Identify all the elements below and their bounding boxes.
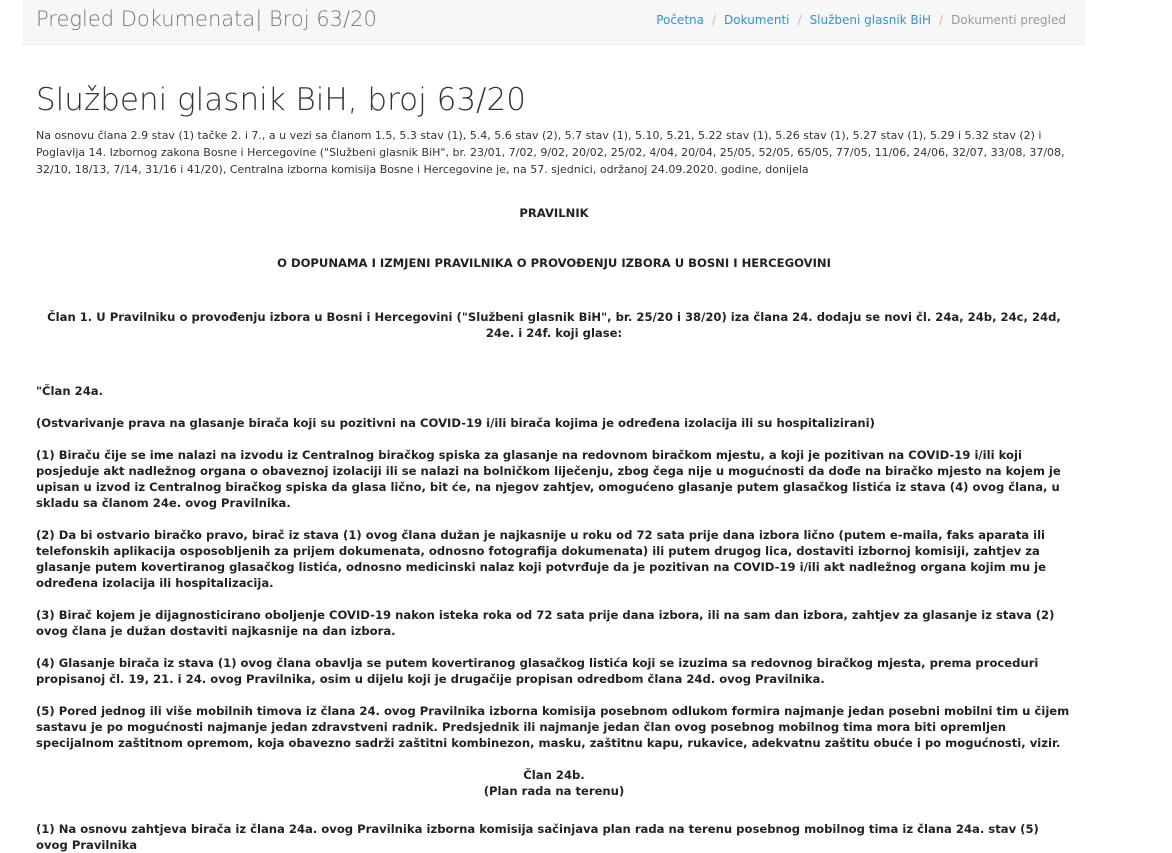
article-paragraph: (3) Birač kojem je dijagnosticirano oboljenje COVID-19 nakon isteka roka od 72 sata prije dana izbora, ili na sam dan izbora, zahtjev za glasanje iz stava (2) ovog člana je dužan dostaviti najkasnije na dan izbora. bbox=[36, 608, 1055, 638]
breadcrumb bbox=[656, 13, 1066, 27]
breadcrumb-current: Dokumenti pregled bbox=[951, 13, 1066, 27]
document-heading: PRAVILNIK bbox=[519, 206, 589, 220]
article-24b-subtitle: (Plan rada na terenu) bbox=[483, 784, 625, 798]
article-paragraph: (4) Glasanje birača iz stava (1) ovog člana obavlja se putem kovertiranog glasačkog listića koji se izuzima sa redovnog biračkog mjesta, prema proceduri propisanoj čl. 19, 21. i 24. ovog Pravilnika, osim u dijelu koji je drugačije propisan odredbom člana 24d. ovog Pravilnika. bbox=[36, 656, 1039, 686]
breadcrumb-dokumenti-link[interactable]: Dokumenti bbox=[724, 13, 790, 27]
breadcrumb-separator: / bbox=[939, 13, 944, 27]
article-24b-title: Član 24b. bbox=[523, 768, 585, 782]
document-title: Službeni glasnik BiH, broj 63/20 bbox=[36, 82, 526, 118]
top-header-bar bbox=[22, 0, 1085, 45]
breadcrumb-glasnik-link[interactable]: Službeni glasnik BiH bbox=[809, 13, 932, 27]
article-24a-title: "Član 24a. bbox=[36, 384, 103, 398]
breadcrumb-separator: / bbox=[797, 13, 802, 27]
document-subheading: O DOPUNAMA I IZMJENI PRAVILNIKA O PROVOĐENJU IZBORA U BOSNI I HERCEGOVINI bbox=[277, 256, 831, 270]
document-intro: Na osnovu člana 2.9 stav (1) tačke 2. i 7., a u vezi sa članom 1.5, 5.3 stav (1), 5.4, 5.6 stav (2), 5.7 stav (1), 5.10, 5.21, 5.22 stav (1), 5.26 stav (1), 5.27 stav (1), 5.29 i 5.32 stav (2) i Poglavlja 14. Izbornog zakona Bosne i Hercegovine ("Službeni glasnik BiH", br. 23/01, 7/02, 9/02, 20/02, 25/02, 4/04, 20/04, 25/05, 52/05, 65/05, 77/05, 11/06, 24/06, 32/07, 33/08, 37/08, 32/10, 18/13, 7/14, 31/16 i 41/20), Centralna izborna komisija Bosne i Hercegovine je, na 57. sjednici, održanoj 24.09.2020. godine, donijela bbox=[36, 129, 1065, 176]
article-paragraph: (5) Pored jednog ili više mobilnih timova iz člana 24. ovog Pravilnika izborna komisija posebnom odlukom formira najmanje jedan posebni mobilni tim u čijem sastavu je po mogućnosti najmanje jedan zdravstveni radnik. Predsjednik ili najmanje jedan član ovog posebnog mobilnog tima mora biti opremljen specijalnom zaštitnom opremom, koja obavezno sadrži zaštitni kombinezon, masku, zaštitnu kapu, rukavice, adekvatnu zaštitu obuće i po mogućnosti, vizir. bbox=[36, 704, 1070, 750]
breadcrumb-pocetna-link[interactable]: Početna bbox=[656, 13, 704, 27]
breadcrumb-separator: / bbox=[711, 13, 717, 27]
article-paragraph: (2) Da bi ostvario biračko pravo, birač iz stava (1) ovog člana dužan je najkasnije u roku od 72 sata prije dana izbora lično (putem e-maila, faks aparata ili telefonskih aplikacija osposobljenih za prijem dokumenata, odnosno fotografija dokumenata) ili putem drugog lica, dostaviti izbornoj komisiji, zahtjev za glasanje putem kovertiranog glasačkog listića, odnosno medicinski nalaz koji potvrđuje da je pozitivan na COVID-19 i/ili akt nadležnog organa kojim mu je određena izolacija ili hospitalizacija. bbox=[36, 528, 1046, 590]
article-paragraph: (1) Biraču čije se ime nalazi na izvodu iz Centralnog biračkog spiska za glasanje na redovnom biračkom mjestu, a koji je pozitivan na COVID-19 i/ili koji posjeduje akt nadležnog organa o obaveznoj izolaciji ili se nalazi na bolničkom liječenju, zbog čega nije u mogućnosti da dođe na biračko mjesto na kojem je upisan u izvod iz Centralnog biračkog spiska da glasa lično, bit će, na njegov zahtjev, omogućeno glasanje putem glasačkog listića iz stava (4) ovog člana, u skladu sa članom 24e. ovog Pravilnika. bbox=[36, 448, 1061, 510]
article-1-text: Član 1. U Pravilniku o provođenju izbora u Bosni i Hercegovini ("Službeni glasnik BiH", br. 25/20 i 38/20) iza člana 24. dodaju se novi čl. 24a, 24b, 24c, 24d, 24e. i 24f. koji glase: bbox=[47, 310, 1061, 340]
article-paragraph-cutoff: (1) Na osnovu zahtjeva birača iz člana 24a. ovog Pravilnika izborna komisija sačinjava plan rada na terenu posebnog mobilnog tima iz člana 24a. stav (5) ovog Pravilnika bbox=[36, 822, 1039, 852]
page-header-title: Pregled Dokumenata| Broj 63/20 bbox=[36, 7, 377, 31]
document-body bbox=[36, 205, 1072, 852]
article-24a-subtitle: (Ostvarivanje prava na glasanje birača koji su pozitivni na COVID-19 i/ili birača kojima je određena izolacija ili su hospitalizirani) bbox=[36, 416, 875, 430]
